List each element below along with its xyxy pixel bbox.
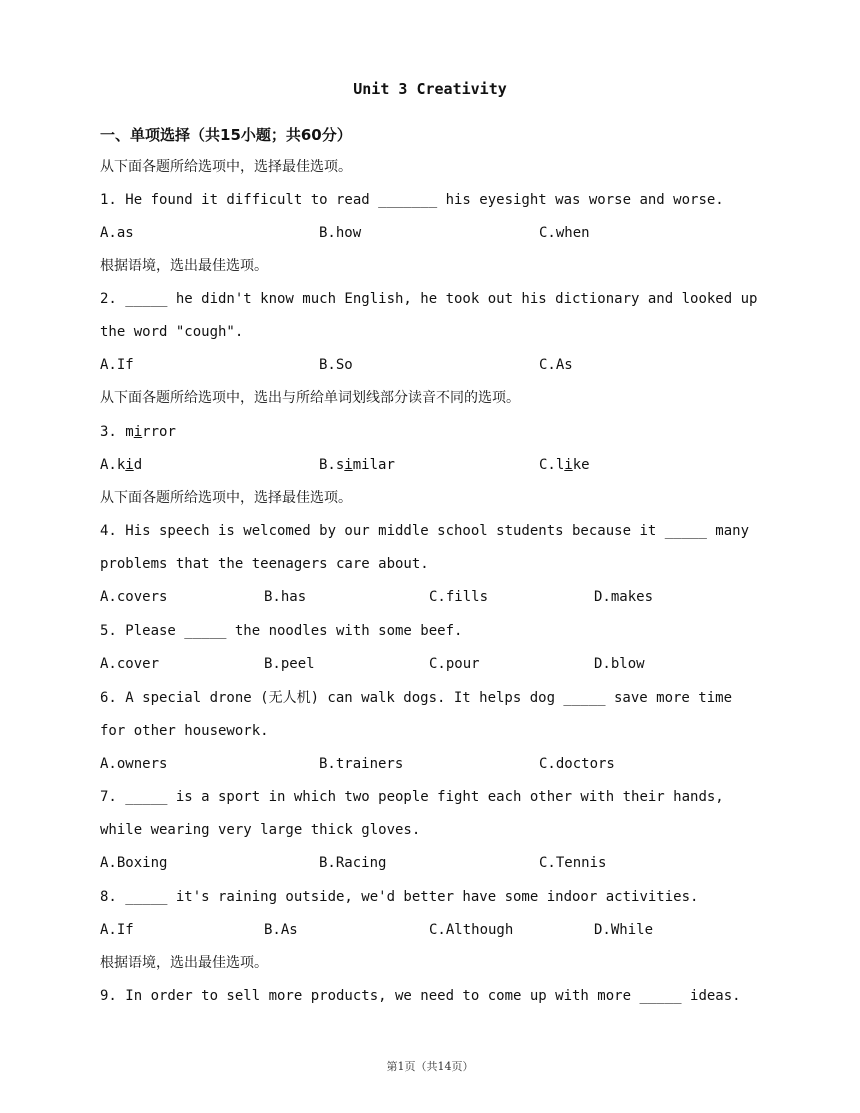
document-title: Unit 3 Creativity [353,80,507,98]
question-1: 1. He found it difficult to read _______ his eyesight was worse and worse. [100,192,724,208]
question-6-line-1: 6. A special drone (无人机) can walk dogs. It helps dog _____ save more time [100,690,733,706]
question-5-options [100,654,800,674]
question-2-line-1: 2. _____ he didn't know much English, he took out his dictionary and looked up [100,291,758,307]
question-2-options [100,355,800,375]
instruction-5: 根据语境，选出最佳选项。 [100,955,268,971]
question-7-line-2: while wearing very large thick gloves. [100,822,421,838]
option-c: C.pour [429,656,480,672]
word-part: C.l [539,457,565,473]
instruction-4: 从下面各题所给选项中，选择最佳选项。 [100,490,352,506]
underlined-letter: i [344,457,353,473]
option-a: A.Boxing [100,855,168,871]
question-4-line-1: 4. His speech is welcomed by our middle school students because it _____ many [100,523,750,539]
question-1-options [100,223,800,243]
option-a: A.If [100,922,134,938]
word-part: B.s [319,457,345,473]
option-a: A.covers [100,589,168,605]
question-6-options [100,754,800,774]
option-d: D.While [594,922,654,938]
option-a: A.owners [100,756,168,772]
option-c: C.fills [429,589,489,605]
word-part: 3. m [100,424,134,440]
underlined-letter: i [564,457,573,473]
option-c: C.Although [429,922,514,938]
underlined-letter: i [125,457,134,473]
underlined-letter: i [133,424,143,440]
option-c: C.doctors [539,756,615,772]
question-4-line-2: problems that the teenagers care about. [100,556,429,572]
word-part: A.k [100,457,126,473]
word-part: ke [572,457,590,473]
option-c: C.Tennis [539,855,607,871]
instruction-1: 从下面各题所给选项中，选择最佳选项。 [100,159,352,175]
question-4-options [100,587,800,607]
word-part: milar [352,457,395,473]
option-b: B.trainers [319,756,404,772]
section-heading: 一、单项选择（共15小题；共60分） [100,126,352,144]
word-part: d [133,457,143,473]
option-a: A.as [100,225,134,241]
question-3 [100,422,176,442]
option-b: B.has [264,589,307,605]
question-8-options [100,920,800,940]
option-b [319,455,395,475]
question-2-line-2: the word "cough". [100,324,244,340]
option-a: A.If [100,357,134,373]
question-3-options [100,455,800,475]
question-8: 8. _____ it's raining outside, we'd better have some indoor activities. [100,889,699,905]
page-footer: 第1页（共14页） [386,1060,474,1073]
option-b: B.how [319,225,362,241]
question-7-line-1: 7. _____ is a sport in which two people fight each other with their hands, [100,789,724,805]
word-part: rror [142,424,176,440]
option-a [100,455,142,475]
option-d: D.makes [594,589,654,605]
option-b: B.Racing [319,855,387,871]
option-c: C.when [539,225,590,241]
option-b: B.So [319,357,353,373]
question-5: 5. Please _____ the noodles with some beef. [100,623,463,639]
option-b: B.peel [264,656,315,672]
option-d: D.blow [594,656,645,672]
instruction-2: 根据语境，选出最佳选项。 [100,258,268,274]
option-c: C.As [539,357,573,373]
option-b: B.As [264,922,298,938]
question-7-options [100,853,800,873]
question-9: 9. In order to sell more products, we need to come up with more _____ ideas. [100,988,741,1004]
option-c [539,455,590,475]
instruction-3: 从下面各题所给选项中，选出与所给单词划线部分读音不同的选项。 [100,390,520,406]
option-a: A.cover [100,656,160,672]
question-6-line-2: for other housework. [100,723,269,739]
